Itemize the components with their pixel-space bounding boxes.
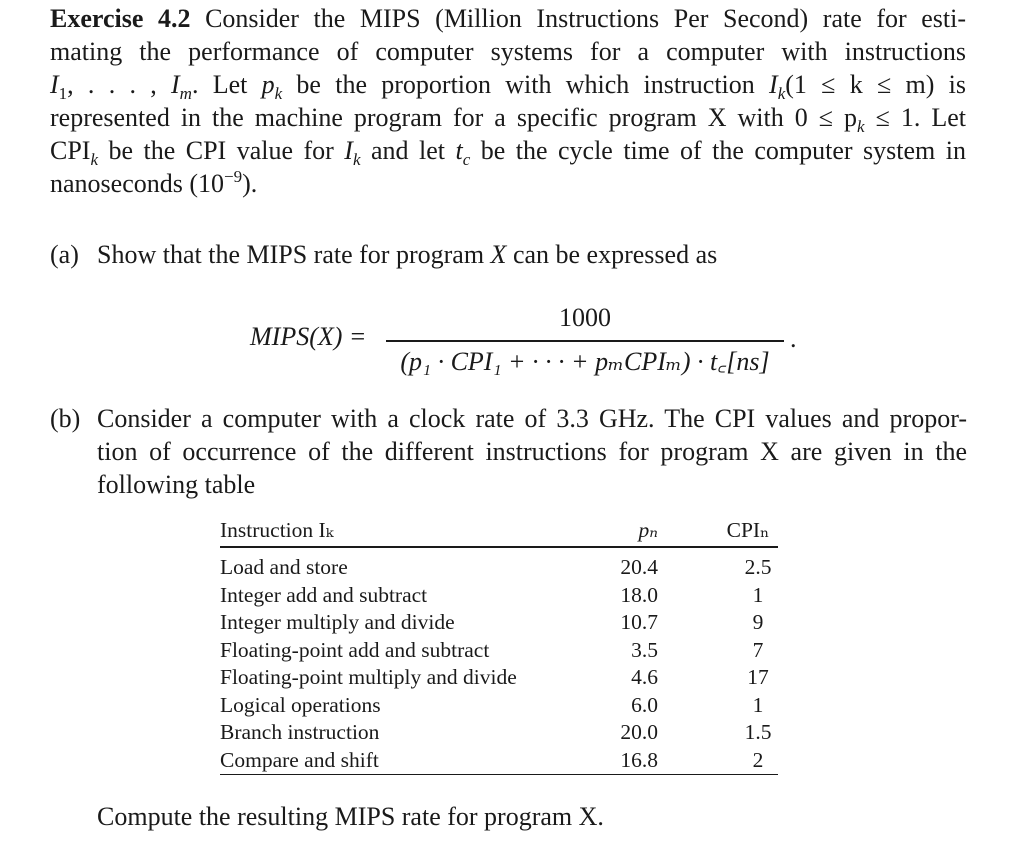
cell-p: 6.0 — [631, 692, 658, 717]
subscript: m — [179, 84, 192, 103]
part-a-label: (a) — [50, 240, 79, 269]
part-b-line-1: Consider a computer with a clock rate of 3.3 GHz. The CPI values and propor- — [97, 404, 967, 433]
cell-cpi: 17 — [747, 665, 769, 689]
cell-cpi-wrap — [658, 547, 778, 582]
statement-line-5 — [50, 134, 966, 167]
header-instruction: Instruction Iₖ — [220, 518, 334, 543]
table-row — [220, 747, 778, 775]
cell-cpi: 1 — [752, 582, 764, 607]
subscript: k — [352, 150, 361, 169]
formula-denominator: (p₁ · CPI₁ + · · · + pₘCPIₘ) · t꜀[ns] — [400, 347, 770, 376]
table-row — [220, 719, 778, 747]
statement-text: and let — [360, 136, 456, 165]
cell-cpi-wrap — [658, 582, 778, 610]
cell-instruction: Compare and shift — [220, 747, 379, 772]
cell-p: 4.6 — [631, 665, 658, 689]
part-a-text-2: can be expressed as — [506, 240, 718, 269]
statement-line-3 — [50, 68, 966, 101]
subscript: k — [777, 84, 786, 103]
statement-text: (1 ≤ k ≤ m) is — [785, 70, 966, 99]
formula-period: . — [790, 324, 797, 353]
cell-p: 16.8 — [620, 747, 658, 772]
cell-cpi: 1.5 — [744, 720, 772, 744]
part-b-text — [97, 402, 967, 501]
subscript: k — [274, 84, 283, 103]
statement-text: . Let — [191, 70, 262, 99]
statement-text-1: Consider the MIPS (Million Instructions Per Second) rate for esti- — [205, 4, 967, 33]
part-b-label: (b) — [50, 404, 81, 433]
cell-instruction: Logical operations — [220, 692, 381, 717]
cell-cpi: 7 — [752, 637, 764, 662]
header-cpi-label: CPIₙ — [726, 518, 770, 543]
statement-text: nanoseconds (10 — [50, 169, 225, 198]
symbol-X: X — [490, 240, 507, 269]
statement-line-2: mating the performance of computer systems for a computer with instructions — [50, 37, 966, 66]
table-row — [220, 609, 778, 637]
statement-text: , . . . , — [67, 70, 171, 99]
cell-cpi: 9 — [752, 610, 764, 634]
symbol-t: t — [455, 136, 463, 165]
statement-text: ). — [242, 169, 258, 198]
statement-text: CPI — [50, 136, 91, 165]
cell-p: 3.5 — [631, 637, 658, 662]
table-row — [220, 664, 778, 692]
cell-p: 20.0 — [620, 720, 658, 744]
cell-cpi: 2.5 — [744, 555, 772, 579]
cell-instruction: Branch instruction — [220, 720, 380, 744]
statement-text: ≤ 1. Let — [864, 103, 966, 132]
cell-p: 10.7 — [620, 610, 658, 634]
instruction-table — [220, 516, 778, 775]
symbol-I: I — [170, 70, 180, 99]
statement-text: be the CPI value for — [98, 136, 345, 165]
cell-p: 18.0 — [620, 582, 658, 607]
subscript: k — [857, 117, 865, 136]
cell-cpi-wrap — [658, 664, 778, 692]
cell-cpi-wrap — [658, 747, 778, 775]
cell-cpi-wrap — [658, 637, 778, 665]
symbol-I: I — [769, 70, 778, 99]
cell-instruction: Integer multiply and divide — [220, 610, 455, 634]
cell-cpi: 1 — [752, 692, 764, 717]
formula-numerator: 1000 — [559, 303, 611, 332]
statement-line-4 — [50, 101, 966, 134]
symbol-p: p — [261, 70, 275, 99]
cell-cpi-wrap — [658, 692, 778, 720]
statement-line-1 — [50, 2, 966, 35]
table-row — [220, 547, 778, 582]
subscript: 1 — [58, 84, 68, 103]
statement-text: be the cycle time of the computer system in — [470, 136, 966, 165]
cell-cpi: 2 — [752, 747, 764, 772]
cell-cpi-wrap — [658, 609, 778, 637]
part-a-text — [97, 238, 967, 271]
formula-lhs: MIPS(X) = — [250, 322, 367, 351]
table-row — [220, 637, 778, 665]
table-row — [220, 582, 778, 610]
statement-line-6 — [50, 167, 966, 200]
symbol-I: I — [344, 136, 353, 165]
cell-instruction: Load and store — [220, 555, 348, 579]
cell-instruction: Floating-point multiply and divide — [220, 665, 517, 689]
table-header-row — [220, 516, 778, 547]
part-b — [0, 402, 1024, 502]
table-row — [220, 692, 778, 720]
cell-cpi-wrap — [658, 719, 778, 747]
header-p: pₙ — [638, 518, 658, 543]
subscript: k — [90, 150, 99, 169]
subscript: c — [462, 150, 471, 169]
exercise-number: Exercise 4.2 — [50, 4, 191, 33]
cell-p: 20.4 — [620, 555, 658, 579]
cell-instruction: Integer add and subtract — [220, 582, 428, 607]
exercise-statement — [50, 2, 966, 200]
statement-text: represented in the machine program for a specific program X with 0 ≤ p — [50, 103, 858, 132]
cell-instruction: Floating-point add and subtract — [220, 637, 490, 662]
superscript: −9 — [224, 167, 243, 186]
symbol-I: I — [50, 70, 59, 99]
header-cpi — [658, 516, 778, 547]
final-question — [97, 800, 604, 833]
part-b-line-2: tion of occurrence of the different instructions for program X are given in the — [97, 437, 967, 466]
final-question-text: Compute the resulting MIPS rate for program X. — [97, 802, 604, 831]
part-a-text-1: Show that the MIPS rate for program — [97, 240, 491, 269]
statement-text: be the proportion with which instruction — [282, 70, 770, 99]
part-b-line-3: following table — [97, 470, 256, 499]
